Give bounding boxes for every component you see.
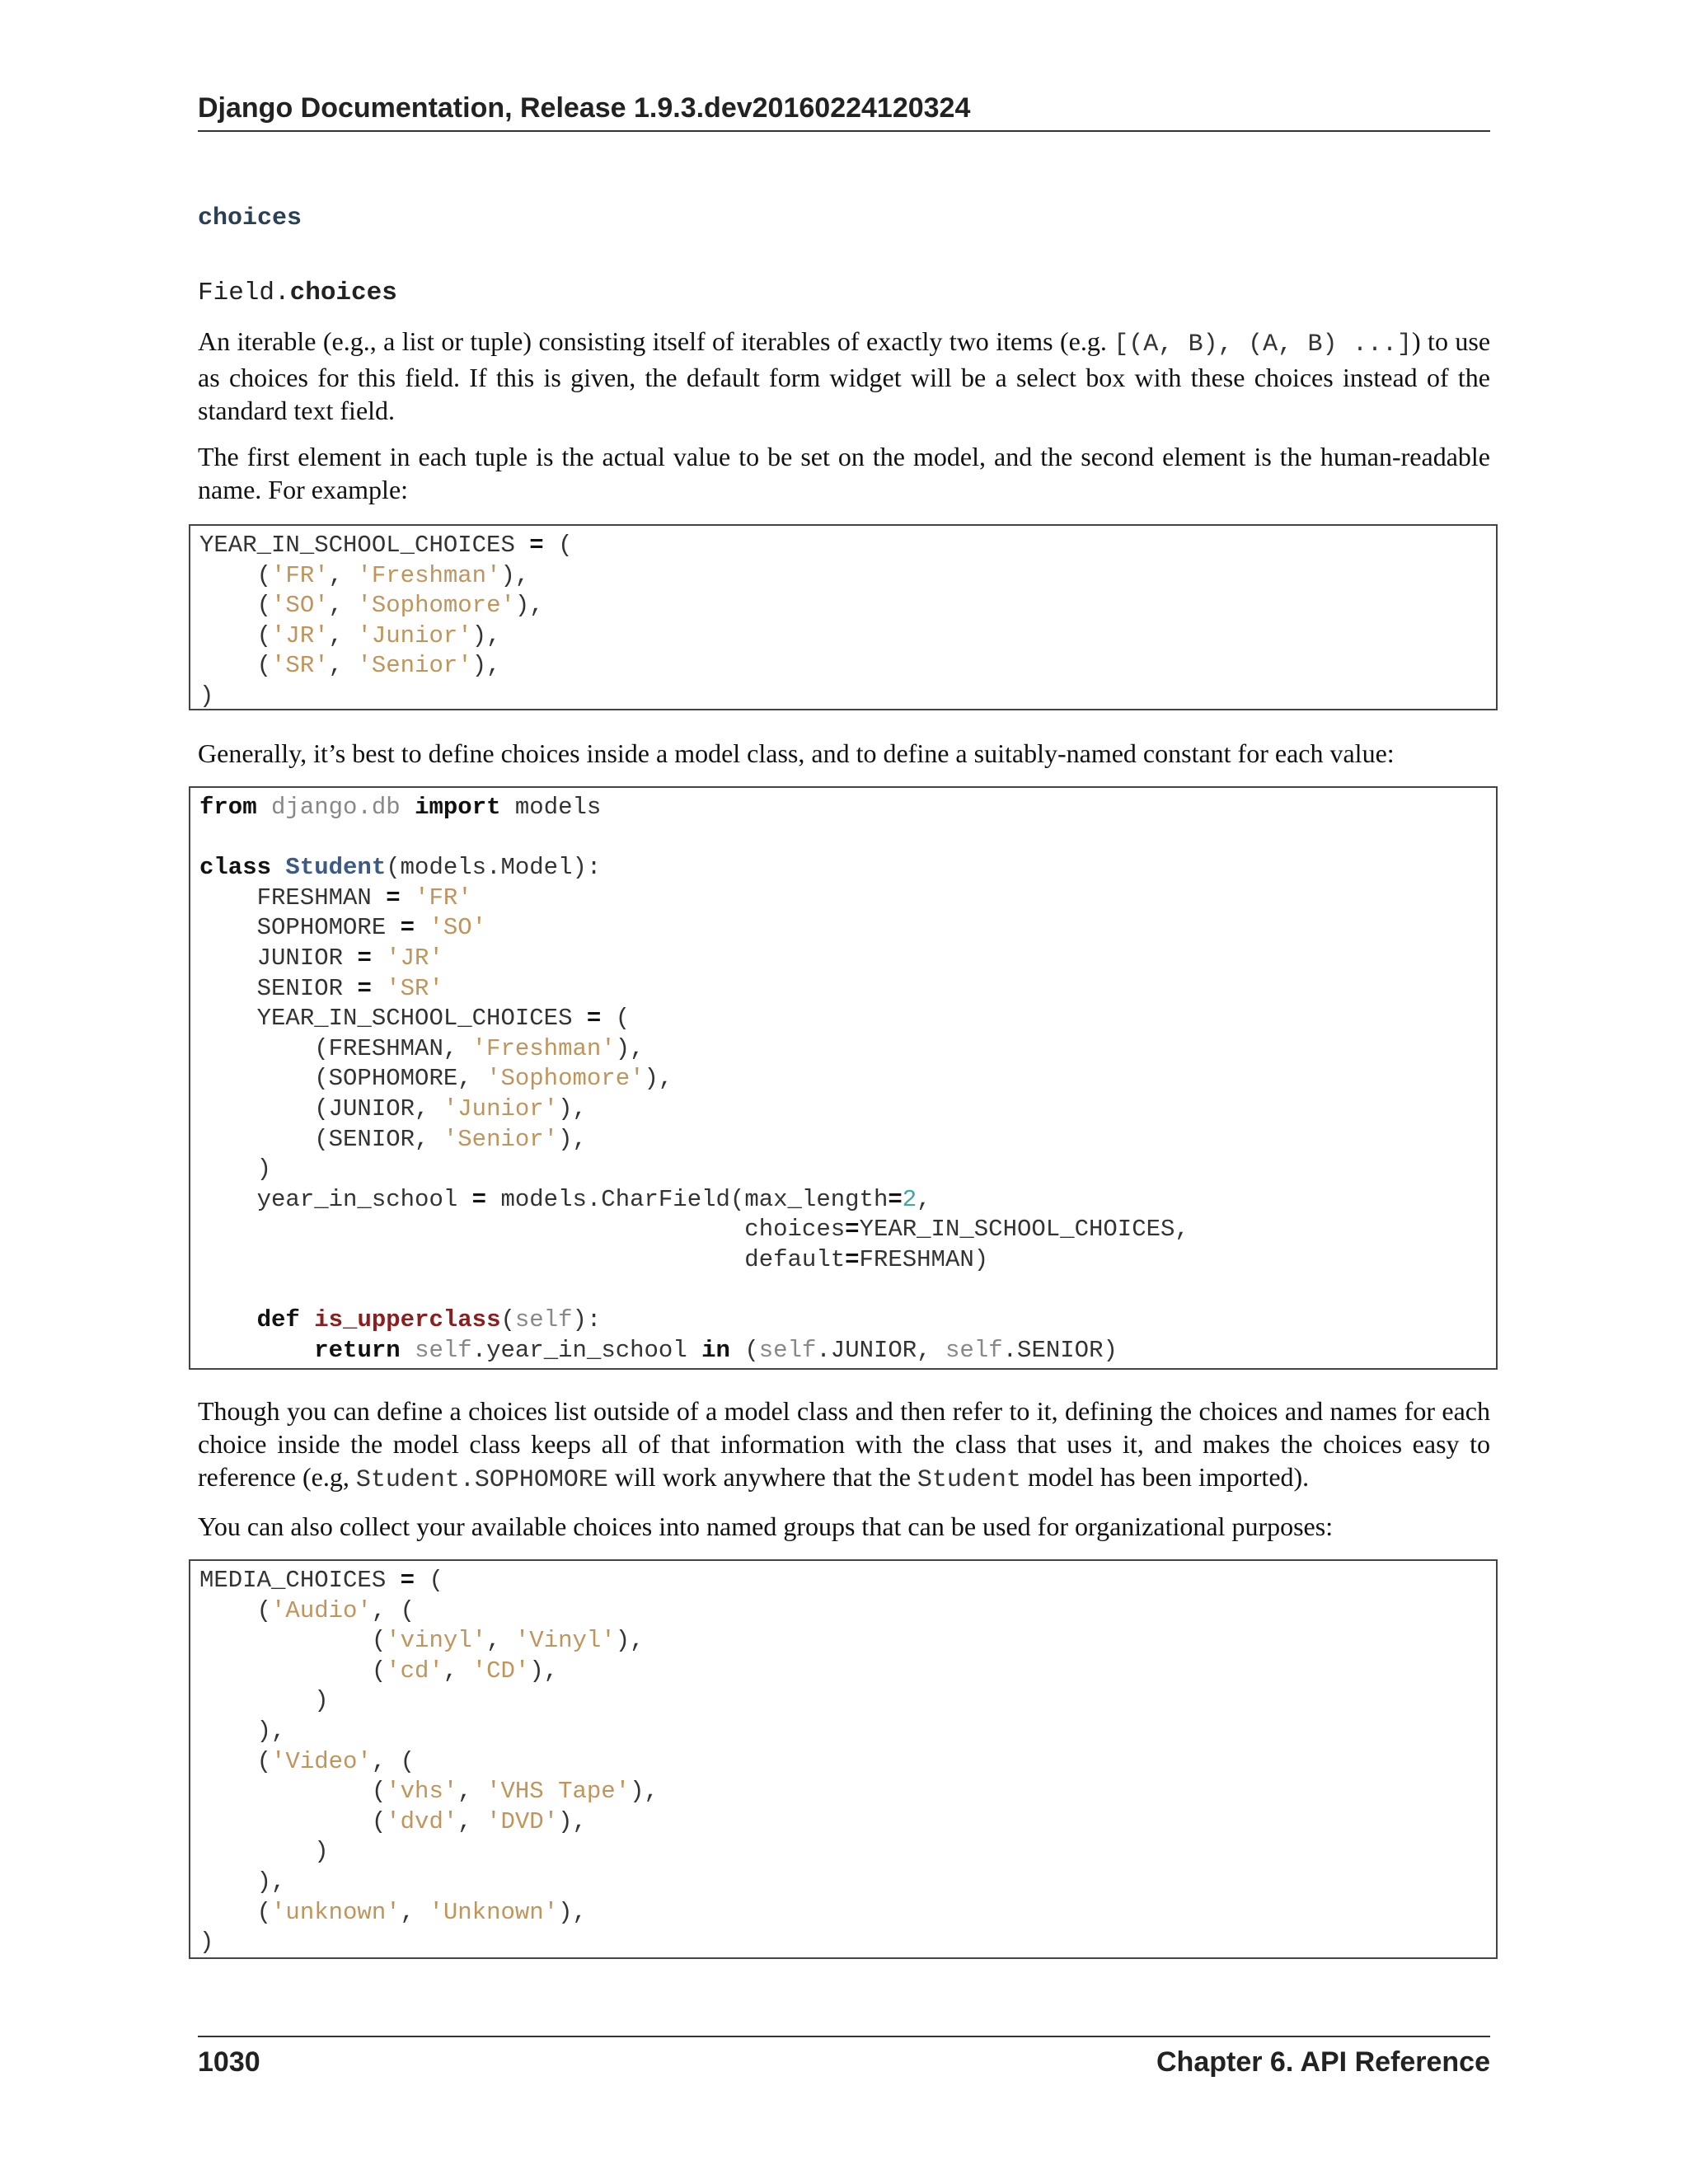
code-line — [199, 682, 213, 710]
code-block-year-choices — [189, 524, 1498, 710]
code-token: ), — [471, 652, 501, 680]
code-token: choices — [199, 1216, 846, 1244]
code-token: JUNIOR — [199, 944, 358, 972]
code-token: self — [415, 1336, 472, 1364]
page-header-title: Django Documentation, Release 1.9.3.dev20160224120324 — [198, 92, 971, 124]
code-token: (SENIOR, — [199, 1125, 443, 1153]
code-token: self — [758, 1336, 817, 1364]
code-token — [257, 794, 271, 821]
code-token: ), — [558, 1807, 587, 1835]
code-token: 'Audio' — [271, 1596, 372, 1624]
code-token: YEAR_IN_SCHOOL_CHOICES — [199, 1005, 587, 1033]
code-token: year_in_school — [199, 1185, 472, 1213]
code-token: , — [328, 652, 358, 680]
code-token: ), — [529, 1657, 559, 1685]
code-line — [199, 794, 601, 821]
code-line — [199, 1095, 587, 1122]
code-token: ( — [199, 1627, 387, 1655]
code-line — [199, 1597, 415, 1624]
code-block-media-choices — [189, 1559, 1498, 1959]
code-token: ( — [199, 652, 272, 680]
code-token: self — [514, 1306, 573, 1334]
code-token: = — [845, 1245, 860, 1273]
p4-text-c: model has been imported). — [1020, 1462, 1310, 1492]
code-token: 'FR' — [415, 883, 472, 912]
code-token: ) — [199, 1687, 329, 1715]
code-token: class — [199, 854, 272, 882]
code-token: def — [256, 1306, 300, 1334]
code-token: 'SO' — [271, 592, 329, 620]
code-token: YEAR_IN_SCHOOL_CHOICES — [199, 532, 530, 559]
code-token: , — [917, 1185, 931, 1213]
signature-prefix: Field. — [198, 279, 290, 307]
code-token: (JUNIOR, — [199, 1094, 443, 1122]
code-token — [401, 794, 415, 821]
code-line — [199, 1627, 645, 1654]
code-line — [199, 592, 544, 619]
code-token: ), — [500, 561, 530, 589]
code-token: ( — [199, 592, 272, 620]
code-token: ( — [729, 1336, 759, 1364]
code-token: django.db — [271, 794, 401, 821]
code-token: SOPHOMORE — [199, 914, 401, 942]
code-token: ), — [199, 1868, 286, 1896]
code-token: 'unknown' — [271, 1898, 401, 1926]
code-token: , — [457, 1807, 487, 1835]
code-line — [199, 1216, 1189, 1243]
code-line — [199, 622, 501, 649]
code-line — [199, 1929, 213, 1956]
p1-text-b: ) to use as choices for this field. If this is given, the default form widget will be a select box with these choices instead of the standard text field. — [198, 326, 1491, 425]
code-token: ): — [572, 1306, 602, 1334]
code-token — [199, 1337, 314, 1364]
code-token: 'Vinyl' — [514, 1627, 616, 1655]
code-token: ) — [199, 1155, 272, 1183]
p4-text-b: will work anywhere that the — [607, 1462, 917, 1492]
code-line — [199, 1337, 1118, 1364]
code-token: , — [457, 1778, 487, 1806]
code-token: = — [888, 1185, 903, 1213]
code-line — [199, 1065, 673, 1092]
code-token — [199, 1306, 257, 1333]
paragraph-iterable-description — [198, 325, 1490, 427]
code-line — [199, 1126, 587, 1153]
code-token: Student — [285, 854, 387, 882]
paragraph-tuple-elements: The first element in each tuple is the actual value to be set on the model, and the second element is the human-readable name. For example: — [198, 442, 1490, 504]
code-token: self — [945, 1336, 1003, 1364]
code-token: = — [400, 914, 415, 942]
code-line — [199, 562, 529, 589]
code-token: 'Junior' — [443, 1094, 559, 1122]
code-token: 'VHS Tape' — [486, 1778, 631, 1806]
code-line — [199, 652, 501, 679]
code-token: = — [529, 532, 544, 559]
code-line — [199, 1246, 988, 1273]
code-token: ), — [630, 1778, 659, 1806]
code-line — [199, 914, 486, 941]
code-token: (FRESHMAN, — [199, 1034, 472, 1062]
p1-inline-code: [(A, B), (A, B) ...] — [1114, 330, 1412, 359]
page-number: 1030 — [198, 2046, 260, 2078]
header-divider — [198, 130, 1490, 132]
code-token: = — [357, 974, 372, 1002]
code-token: 'vhs' — [386, 1778, 458, 1806]
code-token — [271, 854, 285, 881]
code-token: ( — [199, 561, 272, 589]
code-token: 'JR' — [271, 621, 329, 649]
code-token: ), — [558, 1094, 587, 1122]
code-token: = — [357, 944, 372, 972]
code-token: .JUNIOR, — [816, 1336, 946, 1364]
code-token: 'SR' — [386, 974, 443, 1002]
code-token: ) — [199, 682, 214, 710]
code-token: .year_in_school — [471, 1336, 702, 1364]
code-token: 'cd' — [386, 1657, 443, 1685]
code-token: ( — [199, 1807, 387, 1835]
code-token: return — [314, 1336, 401, 1364]
code-token: ), — [558, 1898, 587, 1926]
p4-text-a: Though you can define a choices list outside of a model class and then refer to it, defining the choices and names for each choice inside the model class keeps all of that information with the class that uses it, and makes the choices easy to reference (e.g, — [198, 1396, 1490, 1492]
code-token: models — [500, 794, 602, 821]
code-token: 'Sophomore' — [357, 592, 515, 620]
code-token: = — [586, 1005, 602, 1033]
code-token: , ( — [371, 1596, 415, 1624]
code-line — [199, 1808, 587, 1835]
code-token: ) — [199, 1929, 214, 1957]
code-token: FRESHMAN) — [859, 1245, 989, 1273]
p1-text-a: An iterable (e.g., a list or tuple) consisting itself of iterables of exactly two items (e.g. — [198, 326, 1114, 356]
code-line — [199, 884, 472, 912]
code-token: (models.Model): — [386, 854, 602, 882]
code-line — [199, 975, 443, 1002]
code-line — [199, 1155, 271, 1183]
code-line — [199, 532, 572, 559]
code-token: , — [328, 592, 358, 620]
code-token — [372, 944, 386, 972]
code-line — [199, 1567, 443, 1594]
code-token: = — [471, 1185, 487, 1213]
code-token: 'Unknown' — [429, 1898, 559, 1926]
code-token: models.CharField(max_length — [486, 1185, 889, 1213]
code-token: ( — [199, 1657, 387, 1685]
code-token: is_upperclass — [314, 1306, 501, 1334]
code-token: , — [328, 561, 358, 589]
code-token: in — [701, 1336, 730, 1364]
section-heading: choices — [198, 204, 302, 232]
code-line — [199, 1899, 587, 1926]
code-token: ), — [471, 621, 501, 649]
code-line — [199, 944, 443, 972]
code-token — [401, 884, 415, 912]
code-token: 2 — [902, 1185, 917, 1213]
code-token: 'Junior' — [357, 621, 472, 649]
code-token: 'DVD' — [486, 1807, 559, 1835]
code-token: ( — [601, 1005, 631, 1033]
p4-inline-code-student-sophomore: Student.SOPHOMORE — [355, 1466, 608, 1494]
code-token: ), — [615, 1034, 645, 1062]
code-line — [199, 1778, 659, 1805]
code-token: 'JR' — [386, 944, 443, 972]
code-line — [199, 1868, 285, 1896]
code-line — [199, 1035, 645, 1062]
code-token: 'Senior' — [357, 652, 472, 680]
chapter-title: Chapter 6. API Reference — [1156, 2046, 1490, 2078]
code-token: 'Freshman' — [471, 1034, 616, 1062]
code-token — [300, 1306, 314, 1333]
code-token: = — [386, 883, 401, 912]
code-token: 'Freshman' — [357, 561, 501, 589]
code-token: ), — [558, 1125, 587, 1153]
code-token: ( — [500, 1306, 515, 1334]
code-token: , — [400, 1898, 429, 1926]
code-token: ( — [199, 621, 272, 649]
code-token: 'vinyl' — [386, 1627, 487, 1655]
code-token: ), — [615, 1627, 645, 1655]
code-token: ), — [199, 1717, 286, 1745]
code-token: 'Sophomore' — [486, 1065, 645, 1093]
code-token: ( — [543, 532, 573, 559]
code-token: ( — [415, 1567, 443, 1594]
code-token: .SENIOR) — [1002, 1336, 1118, 1364]
code-line — [199, 1657, 558, 1685]
code-token — [415, 914, 429, 941]
code-token: 'SO' — [429, 914, 487, 942]
code-line — [199, 1186, 931, 1213]
code-token: 'Video' — [271, 1747, 372, 1775]
code-token: , — [486, 1627, 515, 1655]
code-token — [372, 975, 386, 1002]
code-line — [199, 1687, 329, 1714]
code-year-choices — [190, 531, 1496, 712]
code-token: ), — [644, 1065, 673, 1093]
signature-name: choices — [289, 279, 397, 307]
code-line — [199, 1005, 630, 1032]
code-media-choices — [190, 1566, 1496, 1958]
paragraph-choices-outside-model — [198, 1394, 1490, 1497]
code-token: ( — [199, 1898, 272, 1926]
paragraph-define-inside-model: Generally, it’s best to define choices inside a model class, and to define a suitably-named constant for each value: — [198, 738, 1395, 768]
code-token: import — [415, 794, 501, 821]
code-student-model — [190, 793, 1496, 1366]
code-token: 'CD' — [471, 1657, 530, 1685]
code-token: (SOPHOMORE, — [199, 1065, 487, 1093]
code-token: ( — [199, 1778, 387, 1806]
code-line — [199, 1838, 329, 1865]
code-line — [199, 1718, 285, 1745]
code-token: ), — [514, 592, 544, 620]
code-token: 'FR' — [271, 561, 329, 589]
code-token: 'SR' — [271, 652, 329, 680]
code-token: default — [199, 1245, 846, 1273]
code-token: 'Senior' — [443, 1125, 559, 1153]
code-token: FRESHMAN — [199, 883, 387, 912]
code-line — [199, 1306, 601, 1333]
code-token: = — [400, 1567, 415, 1594]
code-token: ) — [199, 1838, 329, 1866]
code-token: ( — [199, 1747, 272, 1775]
attribute-signature — [198, 279, 397, 307]
code-line — [199, 854, 601, 881]
code-block-student-model — [189, 786, 1498, 1370]
code-line — [199, 1748, 415, 1775]
code-token: = — [845, 1216, 860, 1244]
code-token: , — [328, 621, 358, 649]
code-token — [401, 1337, 415, 1364]
code-token: , — [443, 1657, 472, 1685]
code-token: SENIOR — [199, 974, 358, 1002]
footer-divider — [198, 2036, 1490, 2037]
code-token: MEDIA_CHOICES — [199, 1567, 401, 1594]
code-token: YEAR_IN_SCHOOL_CHOICES, — [859, 1216, 1189, 1244]
code-token: , ( — [371, 1747, 415, 1775]
code-token: from — [199, 794, 257, 821]
code-token: ( — [199, 1596, 272, 1624]
paragraph-named-groups: You can also collect your available choices into named groups that can be used for organizational purposes: — [198, 1511, 1334, 1541]
code-token: 'dvd' — [386, 1807, 458, 1835]
p4-inline-code-student: Student — [917, 1466, 1021, 1494]
